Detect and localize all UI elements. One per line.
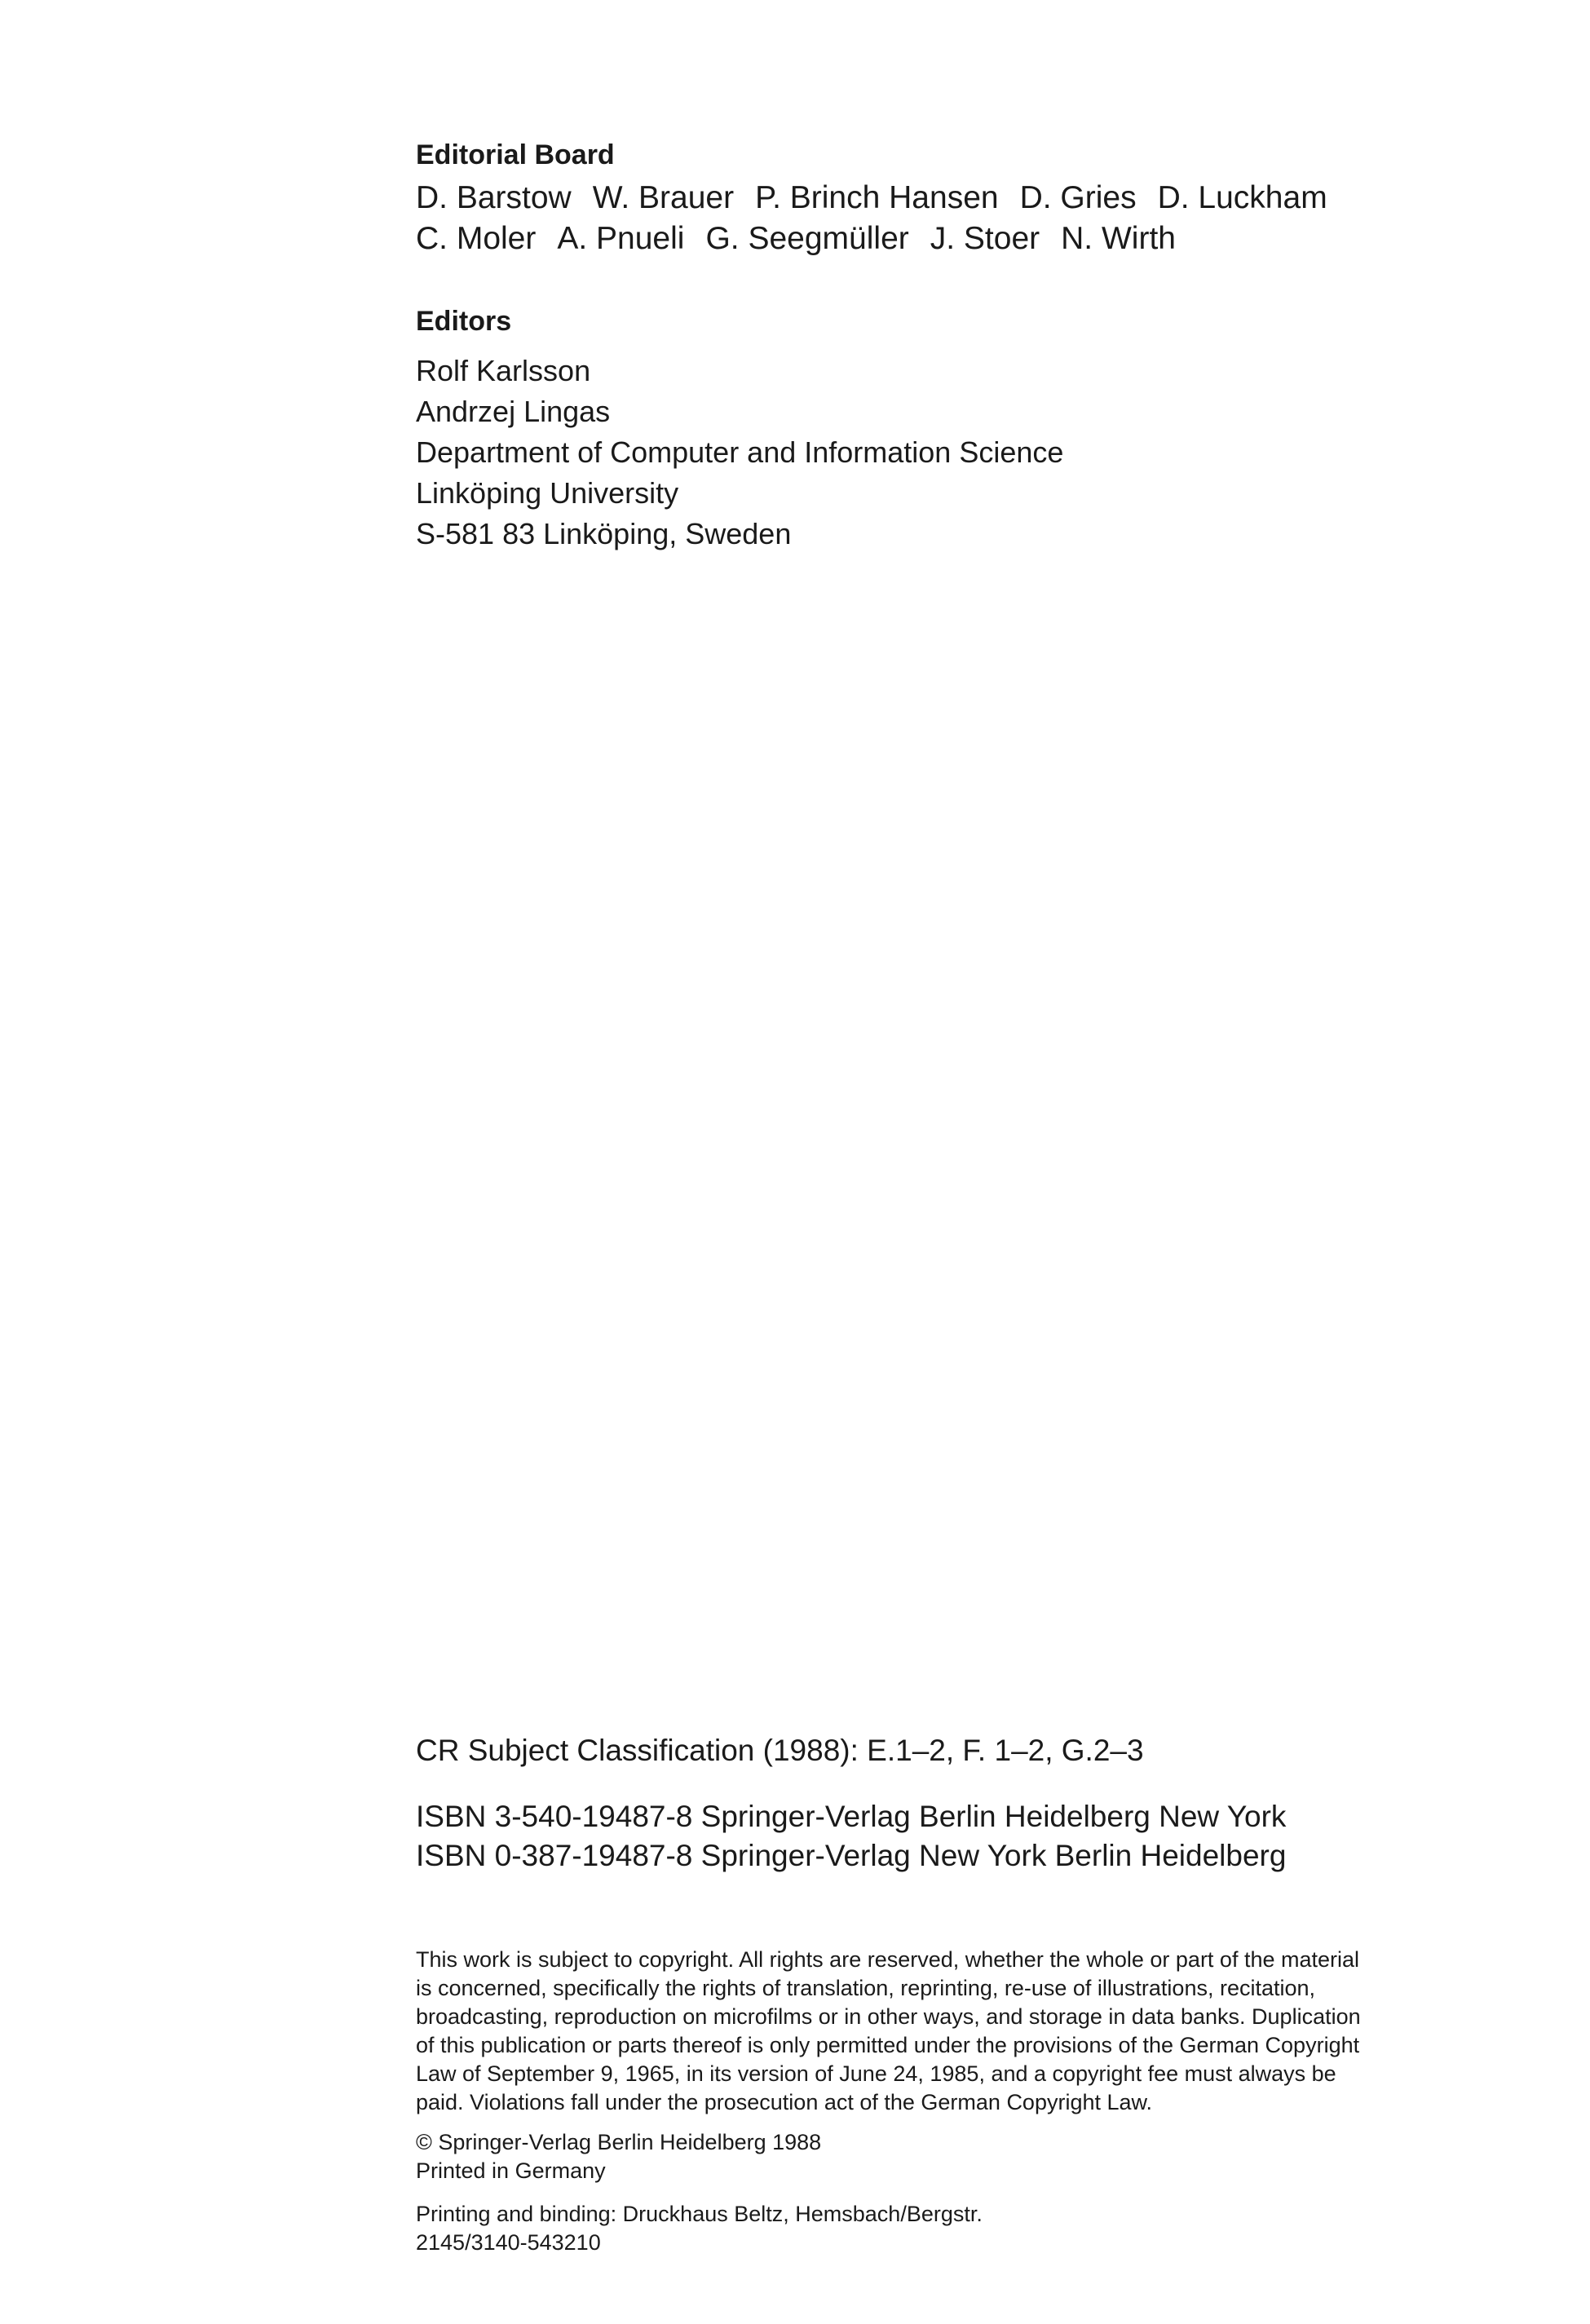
- board-member: D. Luckham: [1157, 180, 1327, 215]
- editor-line: S-581 83 Linköping, Sweden: [416, 517, 792, 550]
- editor-line: Rolf Karlsson: [416, 354, 591, 387]
- editorial-board-section: [416, 139, 1349, 259]
- copyright-notice-line: Law of September 9, 1965, in its version of June 24, 1985, and a copyright fee must always be: [416, 2061, 1336, 2086]
- editor-line: Department of Computer and Information Science: [416, 435, 1064, 469]
- board-member: P. Brinch Hansen: [755, 180, 999, 215]
- isbn-line: ISBN 3-540-19487-8 Springer-Verlag Berlin Heidelberg New York: [416, 1800, 1287, 1833]
- copyright-statement: © Springer-Verlag Berlin Heidelberg 1988: [416, 2130, 822, 2154]
- board-member: C. Moler: [416, 221, 537, 256]
- printing-binding: Printing and binding: Druckhaus Beltz, Hemsbach/Bergstr.: [416, 2202, 983, 2226]
- printed-in: Printed in Germany: [416, 2158, 606, 2183]
- copyright-notice-line: paid. Violations fall under the prosecution act of the German Copyright Law.: [416, 2090, 1153, 2114]
- board-member: J. Stoer: [930, 221, 1040, 256]
- printing-section: [416, 2200, 983, 2257]
- board-member: D. Gries: [1019, 180, 1137, 215]
- editors-address: [416, 351, 1063, 554]
- publisher-section: [416, 2128, 821, 2185]
- copyright-notice: [416, 1946, 1361, 2117]
- editorial-board-line-1: [416, 178, 1349, 219]
- editor-line: Andrzej Lingas: [416, 395, 611, 428]
- copyright-notice-line: This work is subject to copyright. All rights are reserved, whether the whole or part of the material: [416, 1947, 1360, 1972]
- copyright-notice-line: broadcasting, reproduction on microfilms or in other ways, and storage in data banks. Duplication: [416, 2004, 1361, 2029]
- board-member: A. Pnueli: [557, 221, 685, 256]
- isbn-line: ISBN 0-387-19487-8 Springer-Verlag New York Berlin Heidelberg: [416, 1839, 1287, 1872]
- board-member: D. Barstow: [416, 180, 572, 215]
- copyright-notice-line: of this publication or parts thereof is only permitted under the provisions of the German Copyright: [416, 2033, 1360, 2057]
- isbn-section: [416, 1797, 1286, 1876]
- print-code: 2145/3140-543210: [416, 2230, 601, 2255]
- copyright-notice-line: is concerned, specifically the rights of translation, reprinting, re-use of illustrations, recitation,: [416, 1976, 1316, 2000]
- board-member: W. Brauer: [592, 180, 735, 215]
- editorial-board-line-2: [416, 219, 1349, 259]
- classification-section: [416, 1730, 1144, 1771]
- editorial-board-heading: Editorial Board: [416, 139, 615, 170]
- editors-heading: Editors: [416, 306, 512, 337]
- board-member: N. Wirth: [1061, 221, 1176, 256]
- editor-line: Linköping University: [416, 476, 679, 510]
- board-member: G. Seegmüller: [705, 221, 909, 256]
- editors-section: [416, 305, 1063, 554]
- cr-subject-classification: CR Subject Classification (1988): E.1–2, F. 1–2, G.2–3: [416, 1734, 1144, 1767]
